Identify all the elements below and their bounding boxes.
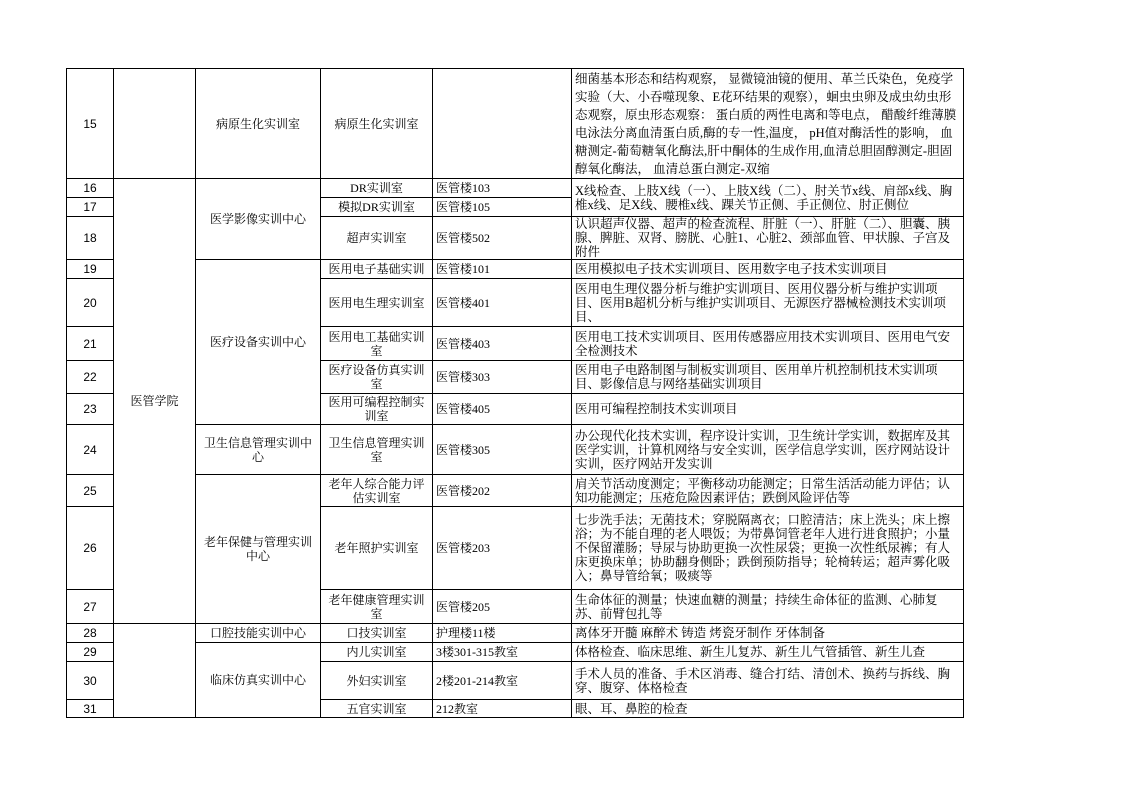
row-number-cell: 29 <box>67 643 114 662</box>
room-cell: 内儿实训室 <box>321 643 433 662</box>
row-number-cell: 23 <box>67 394 114 425</box>
row-number-cell: 18 <box>67 217 114 260</box>
location-cell: 3楼301-315教室 <box>433 643 572 662</box>
description-cell: 办公现代化技术实训，程序设计实训，卫生统计学实训，数据库及其医学实训，计算机网络与安全实训，医学信息学实训，医疗网站设计实训，医疗网站开发实训 <box>572 425 964 475</box>
row-number-cell: 20 <box>67 279 114 327</box>
room-cell: 外妇实训室 <box>321 662 433 700</box>
description-cell: 生命体征的测量；快速血糖的测量；持续生命体征的监测、心肺复苏、前臂包扎等 <box>572 590 964 624</box>
description-cell: 眼、耳、鼻腔的检查 <box>572 700 964 718</box>
room-cell: 老年照护实训室 <box>321 507 433 590</box>
table-row <box>67 643 964 662</box>
row-number-cell: 28 <box>67 624 114 643</box>
location-cell: 医管楼305 <box>433 425 572 475</box>
description-cell: 肩关节活动度测定；平衡移动功能测定；日常生活活动能力评估；认知功能测定；压疮危险因素评估；跌倒风险评估等 <box>572 475 964 507</box>
room-cell: 老年健康管理实训室 <box>321 590 433 624</box>
center-cell: 口腔技能实训中心 <box>196 624 321 643</box>
location-cell: 医管楼405 <box>433 394 572 425</box>
room-cell: 医用可编程控制实训室 <box>321 394 433 425</box>
description-cell: 医用电工技术实训项目、医用传感器应用技术实训项目、医用电气安全检测技术 <box>572 327 964 361</box>
location-cell: 医管楼403 <box>433 327 572 361</box>
room-cell: DR实训室 <box>321 179 433 198</box>
room-cell: 卫生信息管理实训室 <box>321 425 433 475</box>
location-cell: 医管楼101 <box>433 260 572 279</box>
center-cell: 病原生化实训室 <box>196 69 321 179</box>
center-cell: 老年保健与管理实训中心 <box>196 475 321 624</box>
row-number-cell: 21 <box>67 327 114 361</box>
college-cell-empty <box>114 69 196 179</box>
center-cell: 临床仿真实训中心 <box>196 643 321 718</box>
table-row <box>67 260 964 279</box>
description-cell: 医用可编程控制技术实训项目 <box>572 394 964 425</box>
description-cell: 手术人员的准备、手术区消毒、缝合打结、清创术、换药与拆线、胸穿、腹穿、体格检查 <box>572 662 964 700</box>
description-cell: 认识超声仪器、超声的检查流程、肝脏（一）、肝脏（二）、胆囊、胰腺、脾脏、双肾、膀胱、心脏1、心脏2、颈部血管、甲状腺、子宫及附件 <box>572 217 964 260</box>
center-cell: 卫生信息管理实训中心 <box>196 425 321 475</box>
location-cell: 医管楼203 <box>433 507 572 590</box>
location-cell: 护理楼11楼 <box>433 624 572 643</box>
location-cell: 医管楼303 <box>433 361 572 394</box>
table-row <box>67 425 964 475</box>
table-row <box>67 624 964 643</box>
location-cell: 212教室 <box>433 700 572 718</box>
row-number-cell: 27 <box>67 590 114 624</box>
center-cell: 医疗设备实训中心 <box>196 260 321 425</box>
training-rooms-table <box>66 68 964 718</box>
table-row <box>67 475 964 507</box>
room-cell: 医用电工基础实训室 <box>321 327 433 361</box>
row-number-cell: 22 <box>67 361 114 394</box>
description-cell: 医用模拟电子技术实训项目、医用数字电子技术实训项目 <box>572 260 964 279</box>
room-cell: 医疗设备仿真实训室 <box>321 361 433 394</box>
location-cell: 医管楼202 <box>433 475 572 507</box>
room-cell: 超声实训室 <box>321 217 433 260</box>
description-cell: 医用电生理仪器分析与维护实训项目、医用仪器分析与维护实训项目、医用B超机分析与维护实训项目、无源医疗器械检测技术实训项目、 <box>572 279 964 327</box>
room-cell: 医用电子基础实训 <box>321 260 433 279</box>
room-cell: 五官实训室 <box>321 700 433 718</box>
room-cell: 模拟DR实训室 <box>321 198 433 217</box>
row-number-cell: 31 <box>67 700 114 718</box>
location-cell: 医管楼205 <box>433 590 572 624</box>
room-cell: 医用电生理实训室 <box>321 279 433 327</box>
table-row <box>67 179 964 198</box>
row-number-cell: 24 <box>67 425 114 475</box>
college-cell: 医管学院 <box>114 179 196 624</box>
location-cell: 医管楼103 <box>433 179 572 198</box>
description-cell: X线检查、上肢X线（一）、上肢X线（二）、肘关节x线、肩部x线、胸椎x线、足X线、腰椎x线、踝关节正侧、手正侧位、肘正侧位 <box>572 179 964 217</box>
row-number-cell: 19 <box>67 260 114 279</box>
college-cell-empty <box>114 624 196 718</box>
location-cell: 医管楼401 <box>433 279 572 327</box>
row-number-cell: 15 <box>67 69 114 179</box>
description-cell: 医用电子电路制图与制板实训项目、医用单片机控制机技术实训项目、影像信息与网络基础实训项目 <box>572 361 964 394</box>
row-number-cell: 26 <box>67 507 114 590</box>
description-cell: 体格检查、临床思维、新生儿复苏、新生儿气管插管、新生儿查 <box>572 643 964 662</box>
room-cell: 病原生化实训室 <box>321 69 433 179</box>
room-cell: 口技实训室 <box>321 624 433 643</box>
table-row <box>67 69 964 179</box>
location-cell: 2楼201-214教室 <box>433 662 572 700</box>
location-cell <box>433 69 572 179</box>
center-cell: 医学影像实训中心 <box>196 179 321 260</box>
row-number-cell: 16 <box>67 179 114 198</box>
row-number-cell: 30 <box>67 662 114 700</box>
row-number-cell: 17 <box>67 198 114 217</box>
location-cell: 医管楼502 <box>433 217 572 260</box>
description-cell: 细菌基本形态和结构观察， 显微镜油镜的便用、革兰氏染色，免疫学实验（大、小吞噬现象、E花环结果的观察），蛔虫虫卵及成虫幼虫形态观察，原虫形态观察： 蛋白质的两性电离和等电点， 醋酸纤维薄膜电泳法分离血清蛋白质,酶的专一性,温度， pH值对酶活性的影响， 血糖测定-葡萄糖氧化酶法,肝中酮体的生成作用,血清总胆固醇测定-胆固醇氧化酶法， 血清总蛋白测定-双缩 <box>572 69 964 179</box>
row-number-cell: 25 <box>67 475 114 507</box>
location-cell: 医管楼105 <box>433 198 572 217</box>
description-cell: 离体牙开髓 麻醉术 铸造 烤瓷牙制作 牙体制备 <box>572 624 964 643</box>
room-cell: 老年人综合能力评估实训室 <box>321 475 433 507</box>
description-cell: 七步洗手法；无菌技术；穿脱隔离衣；口腔清洁；床上洗头；床上擦浴；为不能自理的老人喂饭；为带鼻饲管老年人进行进食照护；小量不保留灌肠；导尿与协助更换一次性尿袋；更换一次性纸尿裤；有人床更换床单；协助翻身侧卧；跌倒预防指导；轮椅转运；超声雾化吸入；鼻导管给氧；吸痰等 <box>572 507 964 590</box>
